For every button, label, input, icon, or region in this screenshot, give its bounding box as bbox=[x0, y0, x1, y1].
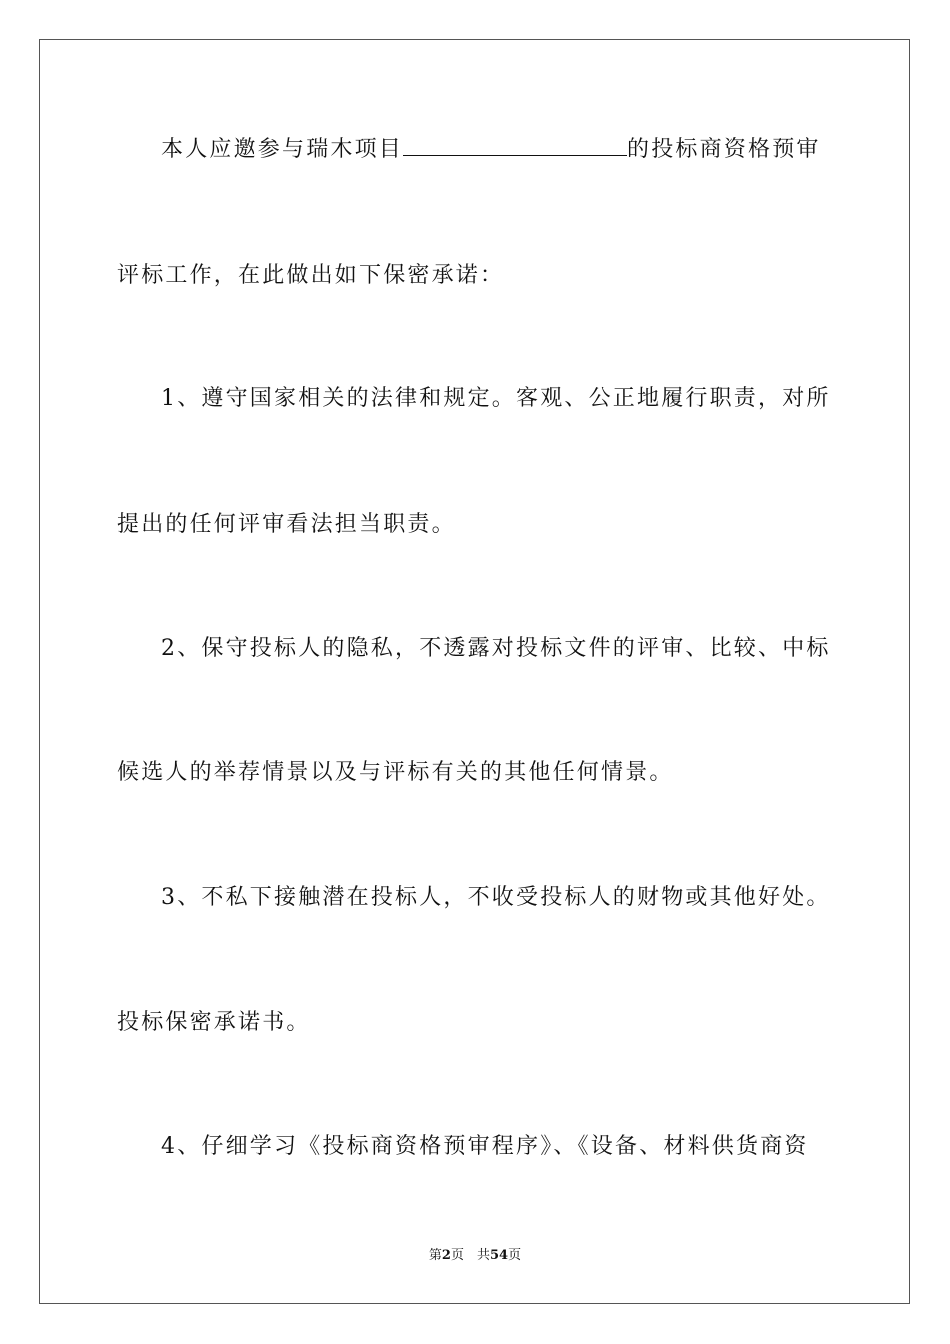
page-border bbox=[39, 39, 910, 1304]
footer-total-pages: 54 bbox=[489, 1248, 509, 1263]
paragraph-3-line-1: 2、保守投标人的隐私，不透露对投标文件的评审、比较、中标 bbox=[161, 636, 831, 661]
page-footer bbox=[0, 1248, 950, 1264]
footer-page-suffix: 页 bbox=[508, 1248, 522, 1263]
text-segment: 的投标商资格预审 bbox=[627, 137, 821, 162]
paragraph-2-line-2: 提出的任何评审看法担当职责。 bbox=[117, 512, 456, 537]
project-name-blank bbox=[403, 137, 627, 156]
paragraph-1-line-2: 评标工作，在此做出如下保密承诺： bbox=[117, 263, 505, 288]
footer-page-prefix: 第 bbox=[428, 1248, 442, 1263]
footer-page-mid: 页 共 bbox=[450, 1248, 490, 1263]
paragraph-6-line-1: 4、仔细学习《投标商资格预审程序》、《设备、材料供货商资 bbox=[161, 1134, 809, 1159]
paragraph-2-line-1: 1、遵守国家相关的法律和规定。客观、公正地履行职责，对所 bbox=[161, 386, 831, 411]
paragraph-5-line-1: 投标保密承诺书。 bbox=[117, 1010, 311, 1035]
footer-page-number: 2 bbox=[441, 1248, 451, 1263]
paragraph-3-line-2: 候选人的举荐情景以及与评标有关的其他任何情景。 bbox=[117, 760, 674, 785]
text-segment: 本人应邀参与瑞木项目 bbox=[161, 137, 404, 162]
paragraph-4-line-1: 3、不私下接触潜在投标人，不收受投标人的财物或其他好处。 bbox=[161, 885, 831, 910]
paragraph-1-line-1 bbox=[161, 135, 821, 165]
